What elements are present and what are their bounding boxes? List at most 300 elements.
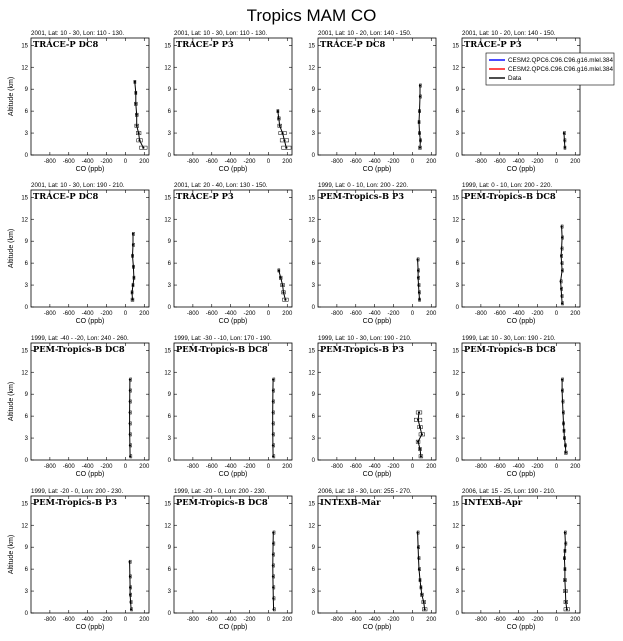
- y-tick-label: 0: [311, 305, 315, 311]
- panel-header: 1999, Lat: 0 - 10, Lon: 200 - 220.: [462, 182, 553, 189]
- data-point: [561, 400, 563, 402]
- y-tick-label: 15: [308, 348, 315, 355]
- data-point: [563, 132, 565, 134]
- data-point: [563, 139, 565, 141]
- data-point: [272, 531, 274, 533]
- y-tick-label: 15: [21, 348, 28, 355]
- y-tick-label: 15: [21, 43, 28, 50]
- data-point: [129, 444, 131, 446]
- data-point: [129, 455, 131, 457]
- y-axis-label: Altitude (km): [8, 76, 15, 117]
- chart-panel: [308, 182, 437, 325]
- y-tick-label: 0: [24, 153, 28, 159]
- x-tick-label: -400: [81, 311, 94, 317]
- data-point: [564, 590, 566, 592]
- data-point: [129, 411, 131, 413]
- x-tick-label: -400: [81, 617, 94, 623]
- y-axis-label: Altitude (km): [8, 228, 15, 269]
- x-tick-label: 0: [410, 159, 415, 165]
- y-tick-label: 6: [311, 261, 315, 268]
- x-tick-label: -200: [387, 464, 400, 470]
- campaign-label: INTEXB-Apr: [464, 497, 523, 507]
- x-tick-label: -200: [243, 159, 256, 165]
- data-point: [565, 601, 567, 603]
- x-tick-label: -600: [62, 617, 75, 623]
- data-point: [132, 244, 134, 246]
- y-tick-label: 15: [308, 43, 315, 50]
- x-tick-label: -600: [349, 311, 362, 317]
- y-tick-label: 12: [21, 217, 28, 224]
- x-axis-label: CO (ppb): [506, 318, 536, 325]
- data-point: [419, 579, 421, 581]
- campaign-label: PEM-Tropics-B P3: [320, 344, 405, 354]
- y-tick-label: 12: [21, 370, 28, 377]
- plot-frame: [462, 496, 580, 613]
- x-tick-label: 0: [123, 617, 128, 623]
- x-tick-label: -800: [330, 464, 343, 470]
- x-axis-label: CO (ppb): [362, 318, 392, 325]
- data-point: [272, 444, 274, 446]
- y-tick-label: 9: [167, 87, 171, 94]
- x-tick-label: -400: [81, 159, 94, 165]
- data-point: [134, 81, 136, 83]
- data-point: [418, 110, 420, 112]
- chart-panel: [308, 30, 437, 173]
- y-tick-label: 6: [455, 567, 459, 574]
- x-tick-label: -800: [474, 159, 487, 165]
- data-point: [281, 284, 283, 286]
- x-axis-label: CO (ppb): [218, 471, 248, 478]
- campaign-label: TRACE-P P3: [464, 39, 522, 49]
- x-tick-label: -600: [62, 464, 75, 470]
- y-tick-label: 9: [455, 392, 459, 399]
- data-point: [133, 277, 135, 279]
- data-point: [138, 132, 140, 134]
- x-axis-label: CO (ppb): [506, 624, 536, 631]
- data-point: [281, 132, 283, 134]
- y-tick-label: 12: [308, 370, 315, 377]
- y-tick-label: 9: [311, 87, 315, 94]
- panel-header: 2001, Lat: 10 - 20, Lon: 140 - 150.: [318, 30, 412, 37]
- data-point: [417, 284, 419, 286]
- data-point: [560, 295, 562, 297]
- y-tick-label: 3: [311, 436, 315, 443]
- data-point: [272, 586, 274, 588]
- data-point: [560, 255, 562, 257]
- x-tick-label: -200: [100, 464, 113, 470]
- x-tick-label: -600: [62, 311, 75, 317]
- x-tick-label: -200: [531, 464, 544, 470]
- x-tick-label: -400: [224, 311, 237, 317]
- x-tick-label: -800: [186, 159, 199, 165]
- data-point: [561, 302, 563, 304]
- data-point: [282, 291, 284, 293]
- x-axis-label: CO (ppb): [506, 166, 536, 173]
- page-title: Tropics MAM CO: [246, 6, 377, 25]
- x-tick-label: -200: [243, 311, 256, 317]
- y-tick-label: 12: [21, 65, 28, 72]
- x-tick-label: 0: [554, 159, 559, 165]
- y-tick-label: 9: [455, 87, 459, 94]
- data-point: [130, 608, 132, 610]
- panel-header: 2001, Lat: 10 - 20, Lon: 140 - 150.: [462, 30, 556, 37]
- data-point: [135, 92, 137, 94]
- y-tick-label: 12: [164, 65, 171, 72]
- campaign-label: INTEXB-Mar: [320, 497, 381, 507]
- data-point: [560, 262, 562, 264]
- panel-header: 1999, Lat: 10 - 30, Lon: 190 - 210.: [318, 335, 412, 342]
- plot-frame: [31, 190, 149, 307]
- campaign-label: PEM-Tropics-B DC8: [464, 191, 556, 201]
- chart-panel: [452, 335, 581, 478]
- chart-panel: [308, 335, 437, 478]
- x-tick-label: 0: [554, 311, 559, 317]
- chart-panel: [164, 30, 293, 173]
- x-tick-label: -800: [43, 617, 56, 623]
- y-tick-label: 15: [21, 501, 28, 508]
- data-point: [418, 291, 420, 293]
- y-tick-label: 15: [164, 195, 171, 202]
- y-tick-label: 6: [24, 567, 28, 574]
- data-point: [419, 448, 421, 450]
- x-tick-label: 200: [282, 159, 293, 165]
- legend-label: CESM2.QPC6.C96.C96.g16.mlel.384: [508, 57, 613, 65]
- y-tick-label: 9: [167, 392, 171, 399]
- data-point: [272, 564, 274, 566]
- y-tick-label: 9: [24, 392, 28, 399]
- data-point: [136, 114, 138, 116]
- data-point: [563, 437, 565, 439]
- data-point: [564, 568, 566, 570]
- plot-frame: [174, 190, 292, 307]
- data-point: [421, 433, 423, 435]
- y-tick-label: 15: [164, 501, 171, 508]
- data-point: [420, 586, 422, 588]
- y-tick-label: 3: [24, 131, 28, 138]
- y-tick-label: 6: [311, 109, 315, 116]
- data-point: [278, 269, 280, 271]
- x-tick-label: -400: [224, 159, 237, 165]
- y-tick-label: 12: [452, 217, 459, 224]
- x-tick-label: -800: [43, 464, 56, 470]
- data-point: [418, 411, 420, 413]
- campaign-label: PEM-Tropics-B DC8: [464, 344, 556, 354]
- y-tick-label: 6: [455, 261, 459, 268]
- y-tick-label: 15: [308, 195, 315, 202]
- data-point: [421, 594, 423, 596]
- y-axis-label: Altitude (km): [8, 381, 15, 422]
- y-tick-label: 3: [167, 589, 171, 596]
- panel-header: 1999, Lat: -40 - -20, Lon: 240 - 260.: [31, 335, 129, 342]
- x-tick-label: -200: [387, 311, 400, 317]
- data-point: [417, 269, 419, 271]
- campaign-label: PEM-Tropics-B P3: [320, 191, 405, 201]
- y-tick-label: 0: [455, 305, 459, 311]
- x-tick-label: 200: [139, 617, 150, 623]
- x-tick-label: -400: [512, 159, 525, 165]
- y-tick-label: 12: [452, 65, 459, 72]
- x-tick-label: -600: [205, 311, 218, 317]
- y-tick-label: 3: [311, 131, 315, 138]
- y-axis-label: Altitude (km): [8, 534, 15, 575]
- data-point: [277, 110, 279, 112]
- x-tick-label: -200: [531, 159, 544, 165]
- plot-frame: [318, 38, 436, 155]
- data-point: [420, 455, 422, 457]
- data-point: [272, 389, 274, 391]
- x-tick-label: 200: [570, 159, 581, 165]
- x-tick-label: 200: [426, 617, 437, 623]
- y-tick-label: 0: [311, 458, 315, 464]
- y-tick-label: 9: [24, 545, 28, 552]
- y-tick-label: 6: [167, 261, 171, 268]
- campaign-label: PEM-Tropics-B DC8: [176, 344, 268, 354]
- y-tick-label: 6: [24, 414, 28, 421]
- x-tick-label: -200: [100, 159, 113, 165]
- data-point: [419, 95, 421, 97]
- x-axis-label: CO (ppb): [75, 318, 105, 325]
- plot-frame: [31, 496, 149, 613]
- data-point: [129, 378, 131, 380]
- chart-panel: [164, 335, 293, 478]
- data-point: [272, 608, 274, 610]
- x-tick-label: -800: [186, 311, 199, 317]
- x-tick-label: 0: [410, 464, 415, 470]
- x-tick-label: -400: [512, 617, 525, 623]
- y-tick-label: 0: [455, 153, 459, 159]
- panel-header: 2006, Lat: 15 - 25, Lon: 190 - 210.: [462, 488, 556, 495]
- y-tick-label: 9: [167, 239, 171, 246]
- chart-panel: [8, 30, 150, 173]
- x-tick-label: 0: [554, 464, 559, 470]
- data-point: [416, 531, 418, 533]
- x-tick-label: 200: [426, 159, 437, 165]
- data-point: [417, 557, 419, 559]
- x-tick-label: -400: [81, 464, 94, 470]
- data-point: [136, 125, 138, 127]
- x-tick-label: 0: [266, 464, 271, 470]
- y-tick-label: 15: [308, 501, 315, 508]
- y-tick-label: 0: [24, 305, 28, 311]
- plot-frame: [31, 38, 149, 155]
- x-tick-label: -600: [205, 617, 218, 623]
- data-point: [132, 266, 134, 268]
- x-tick-label: 200: [139, 464, 150, 470]
- x-tick-label: -800: [474, 617, 487, 623]
- data-point: [129, 422, 131, 424]
- y-tick-label: 6: [311, 414, 315, 421]
- data-point: [272, 400, 274, 402]
- x-tick-label: 200: [570, 311, 581, 317]
- campaign-label: PEM-Tropics-B DC8: [33, 344, 125, 354]
- y-tick-label: 9: [455, 239, 459, 246]
- data-point: [142, 147, 144, 149]
- chart-panel: [8, 182, 150, 325]
- x-axis-label: CO (ppb): [362, 624, 392, 631]
- x-tick-label: -400: [368, 159, 381, 165]
- chart-panel: [164, 488, 293, 631]
- x-tick-label: 200: [282, 311, 293, 317]
- x-tick-label: 200: [282, 464, 293, 470]
- x-tick-label: 200: [570, 617, 581, 623]
- y-tick-label: 6: [455, 414, 459, 421]
- data-point: [272, 553, 274, 555]
- y-tick-label: 6: [24, 261, 28, 268]
- x-tick-label: -600: [205, 159, 218, 165]
- y-tick-label: 0: [167, 153, 171, 159]
- data-point: [419, 139, 421, 141]
- x-tick-label: -600: [349, 617, 362, 623]
- y-tick-label: 6: [167, 567, 171, 574]
- x-tick-label: -800: [186, 464, 199, 470]
- y-tick-label: 0: [167, 611, 171, 617]
- campaign-label: TRACE-P DC8: [320, 39, 386, 49]
- y-tick-label: 15: [452, 348, 459, 355]
- data-point: [418, 299, 420, 301]
- y-tick-label: 3: [24, 436, 28, 443]
- campaign-label: PEM-Tropics-B P3: [33, 497, 118, 507]
- data-point: [563, 557, 565, 559]
- data-point: [279, 125, 281, 127]
- data-point: [272, 597, 274, 599]
- data-point: [285, 147, 287, 149]
- y-tick-label: 3: [311, 589, 315, 596]
- y-tick-label: 0: [455, 611, 459, 617]
- data-point: [129, 389, 131, 391]
- data-point: [562, 411, 564, 413]
- chart-panel: [308, 488, 437, 631]
- data-point: [129, 586, 131, 588]
- panel-header: 2001, Lat: 10 - 30, Lon: 110 - 130.: [31, 30, 125, 37]
- campaign-label: PEM-Tropics-B DC8: [176, 497, 268, 507]
- y-tick-label: 3: [24, 589, 28, 596]
- x-tick-label: -400: [368, 617, 381, 623]
- data-point: [564, 444, 566, 446]
- y-tick-label: 0: [455, 458, 459, 464]
- x-tick-label: -400: [224, 464, 237, 470]
- x-tick-label: -600: [493, 311, 506, 317]
- y-tick-label: 3: [455, 131, 459, 138]
- y-tick-label: 6: [455, 109, 459, 116]
- data-point: [564, 579, 566, 581]
- y-tick-label: 12: [164, 370, 171, 377]
- x-tick-label: -800: [43, 311, 56, 317]
- data-point: [419, 84, 421, 86]
- panel-header: 2001, Lat: 20 - 40, Lon: 130 - 150.: [174, 182, 268, 189]
- y-tick-label: 15: [452, 501, 459, 508]
- legend: [486, 53, 614, 85]
- y-tick-label: 3: [167, 131, 171, 138]
- x-tick-label: -600: [493, 617, 506, 623]
- data-point: [272, 411, 274, 413]
- chart-panel: [8, 335, 150, 478]
- y-tick-label: 3: [455, 283, 459, 290]
- data-point: [566, 608, 568, 610]
- data-point: [564, 531, 566, 533]
- panel-header: 1999, Lat: 0 - 10, Lon: 200 - 220.: [318, 182, 409, 189]
- y-tick-label: 9: [167, 545, 171, 552]
- y-tick-label: 9: [311, 392, 315, 399]
- panel-header: 2001, Lat: 10 - 30, Lon: 110 - 130.: [174, 30, 268, 37]
- data-point: [564, 550, 566, 552]
- x-tick-label: -600: [493, 159, 506, 165]
- x-tick-label: 0: [266, 159, 271, 165]
- y-tick-label: 6: [24, 109, 28, 116]
- campaign-label: TRACE-P P3: [176, 39, 234, 49]
- x-axis-label: CO (ppb): [218, 166, 248, 173]
- y-tick-label: 6: [167, 414, 171, 421]
- x-tick-label: -400: [512, 311, 525, 317]
- x-axis-label: CO (ppb): [362, 471, 392, 478]
- x-tick-label: 0: [410, 311, 415, 317]
- plot-frame: [174, 343, 292, 460]
- y-tick-label: 0: [311, 153, 315, 159]
- x-axis-label: CO (ppb): [75, 471, 105, 478]
- data-point: [418, 568, 420, 570]
- x-tick-label: 200: [139, 159, 150, 165]
- data-point: [563, 430, 565, 432]
- x-tick-label: -800: [474, 311, 487, 317]
- y-tick-label: 0: [24, 458, 28, 464]
- campaign-label: TRACE-P DC8: [33, 191, 99, 201]
- data-point: [417, 419, 419, 421]
- data-point: [138, 139, 140, 141]
- data-point: [565, 452, 567, 454]
- data-point: [132, 233, 134, 235]
- x-tick-label: -400: [512, 464, 525, 470]
- y-tick-label: 3: [455, 436, 459, 443]
- data-point: [129, 575, 131, 577]
- data-point: [423, 601, 425, 603]
- panel-header: 2006, Lat: 18 - 30, Lon: 255 - 270.: [318, 488, 412, 495]
- y-tick-label: 12: [452, 523, 459, 530]
- y-tick-label: 12: [452, 370, 459, 377]
- y-tick-label: 3: [167, 436, 171, 443]
- y-tick-label: 0: [311, 611, 315, 617]
- x-tick-label: -400: [224, 617, 237, 623]
- x-axis-label: CO (ppb): [218, 624, 248, 631]
- y-tick-label: 9: [311, 545, 315, 552]
- panel-header: 1999, Lat: 10 - 30, Lon: 190 - 210.: [462, 335, 556, 342]
- data-point: [561, 378, 563, 380]
- x-tick-label: 0: [554, 617, 559, 623]
- y-tick-label: 12: [308, 65, 315, 72]
- y-tick-label: 9: [24, 87, 28, 94]
- data-point: [129, 561, 131, 563]
- data-point: [278, 117, 280, 119]
- panel-header: 1999, Lat: -30 - -10, Lon: 170 - 190.: [174, 335, 272, 342]
- x-tick-label: -600: [349, 464, 362, 470]
- x-tick-label: 0: [123, 311, 128, 317]
- data-point: [564, 542, 566, 544]
- x-tick-label: -200: [531, 311, 544, 317]
- y-tick-label: 6: [167, 109, 171, 116]
- x-tick-label: -600: [493, 464, 506, 470]
- data-point: [272, 455, 274, 457]
- y-tick-label: 12: [21, 523, 28, 530]
- data-point: [424, 608, 426, 610]
- x-tick-label: -800: [330, 617, 343, 623]
- x-axis-label: CO (ppb): [218, 318, 248, 325]
- y-tick-label: 0: [24, 611, 28, 617]
- y-tick-label: 12: [308, 523, 315, 530]
- data-point: [129, 594, 131, 596]
- legend-label: CESM2.QPC6.C96.C96.g16.mlel.384: [508, 66, 613, 74]
- panel-header: 2001, Lat: 10 - 30, Lon: 190 - 210.: [31, 182, 125, 189]
- data-point: [272, 542, 274, 544]
- x-tick-label: 0: [123, 159, 128, 165]
- data-point: [129, 400, 131, 402]
